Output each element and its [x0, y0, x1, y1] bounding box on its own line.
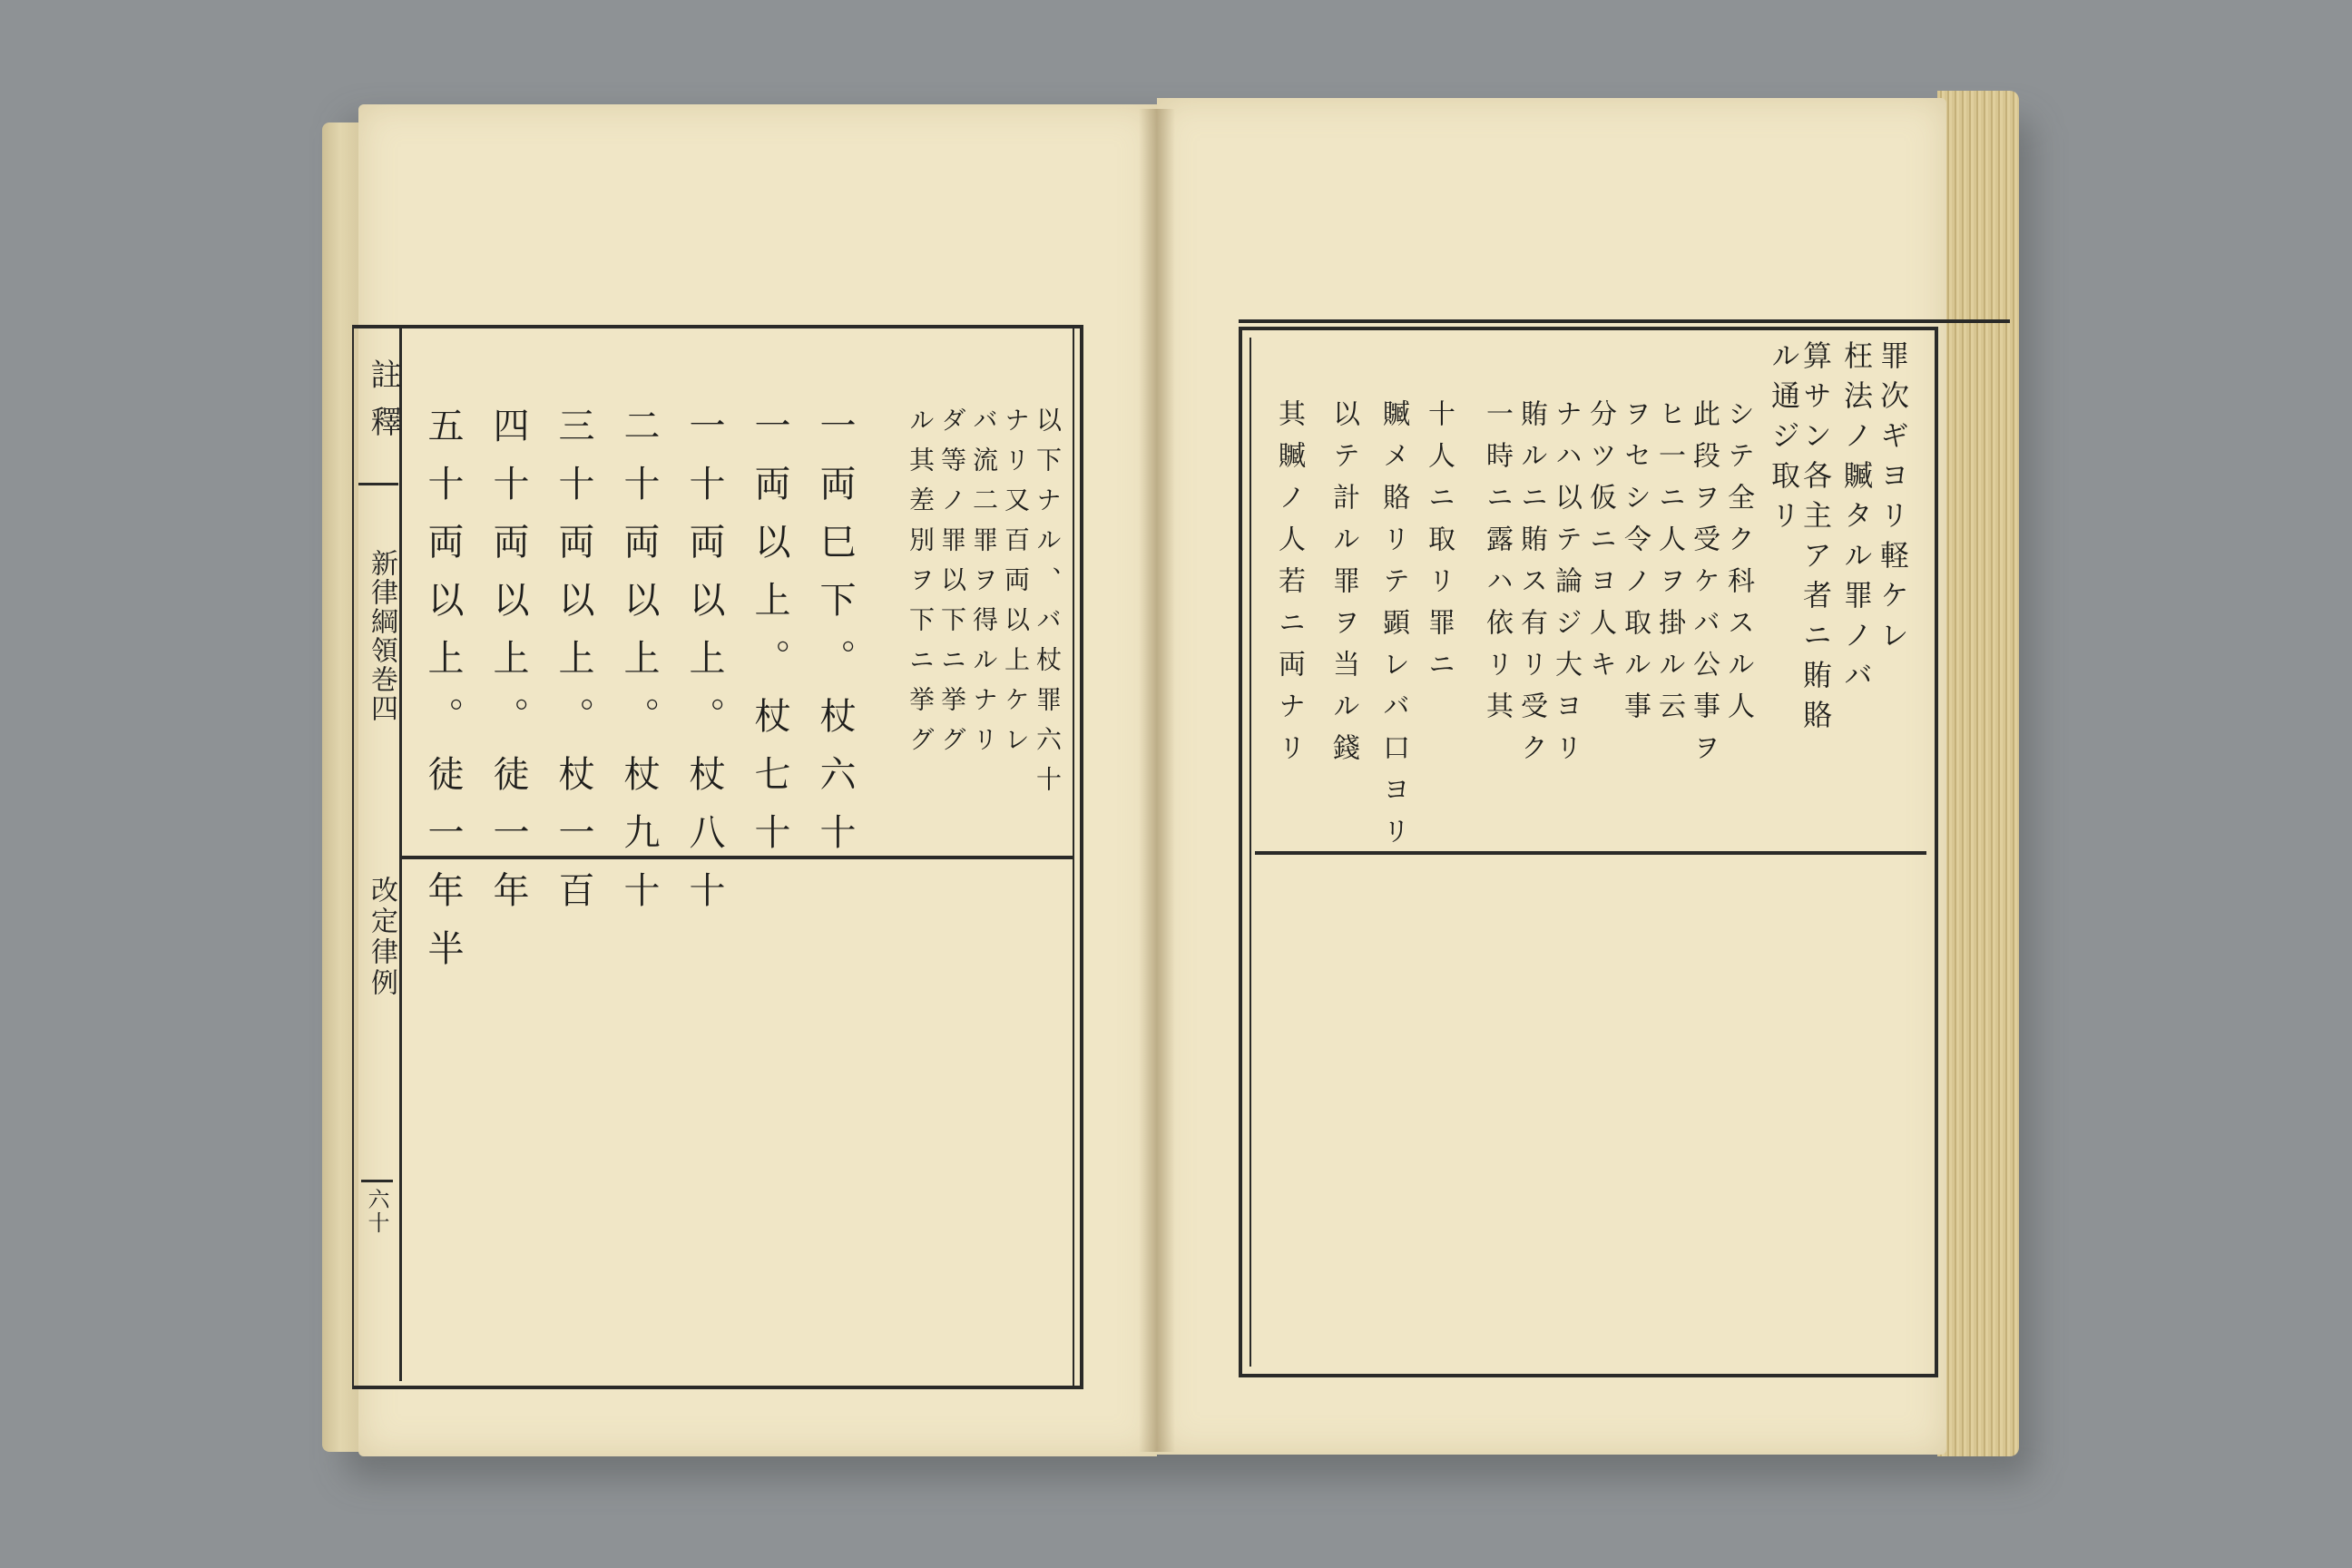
page-number: 六十: [361, 1180, 393, 1235]
text-column: 三十両以上。杖一百: [553, 407, 594, 929]
right-page-edges: [1937, 91, 2019, 1456]
text-column: 贓メ賂リテ顕レバ口ヨリ: [1377, 399, 1409, 858]
right-page-top-rule: [1239, 319, 2010, 323]
right-page-divider: [1255, 851, 1926, 855]
text-column: 一両以上。杖七十: [749, 407, 790, 871]
text-column: 一両巳下。杖六十: [814, 407, 856, 871]
text-column: 分ツ仮ニヨ人キ: [1584, 399, 1616, 691]
text-column: ナハ以テ論ジ大ヨリ: [1550, 399, 1582, 775]
section-title: 改定律例: [366, 876, 397, 999]
text-column: ナリ又百両以上ケレ: [1001, 407, 1031, 766]
text-column: ヒ一ニ人ヲ掛ル云: [1653, 399, 1685, 733]
text-column: シテ全ク科スル人: [1722, 399, 1754, 733]
text-column: 罪次ギヨリ軽ケレ: [1876, 340, 1910, 660]
text-column: ダ等ノ罪以下ニ挙グ: [937, 407, 967, 766]
text-column: 一時ニ露ハ依リ其: [1481, 399, 1513, 733]
text-column: 以テ計ル罪ヲ当ル錢: [1328, 399, 1359, 775]
text-column: ヲセシ令ノ取ル事: [1619, 399, 1651, 733]
text-column: 五十両以上。徒一年半: [422, 407, 464, 987]
text-column: 以下ナル、バ杖罪六十: [1033, 407, 1063, 806]
text-column: 十人ニ取リ罪ニ: [1423, 399, 1455, 691]
left-spine-rule: [399, 328, 402, 1381]
text-column: 二十両以上。杖九十: [618, 407, 660, 929]
text-column: 一十両以上。杖八十: [683, 407, 725, 929]
text-column: ル通ジ取リ: [1767, 340, 1801, 540]
text-column: 其贓ノ人若ニ両ナリ: [1273, 399, 1305, 775]
text-column: 枉法ノ贓タル罪ノバ: [1839, 340, 1874, 700]
spine-heading: 註釋: [365, 358, 401, 453]
text-column: 賄ルニ賄ス有リ受ク: [1515, 399, 1547, 775]
text-column: 算サン各主ア者ニ賄賂: [1798, 340, 1833, 740]
text-column: 四十両以上。徒一年: [487, 407, 529, 929]
book-title: 新律綱領巻四: [366, 549, 397, 723]
text-column: ル其差別ヲ下ニ挙グ: [906, 407, 936, 766]
text-column: 此段ヲ受ケバ公事ヲ: [1688, 399, 1720, 775]
book-gutter: [1139, 109, 1175, 1452]
text-column: バ流二罪ヲ得ルナリ: [969, 407, 999, 766]
